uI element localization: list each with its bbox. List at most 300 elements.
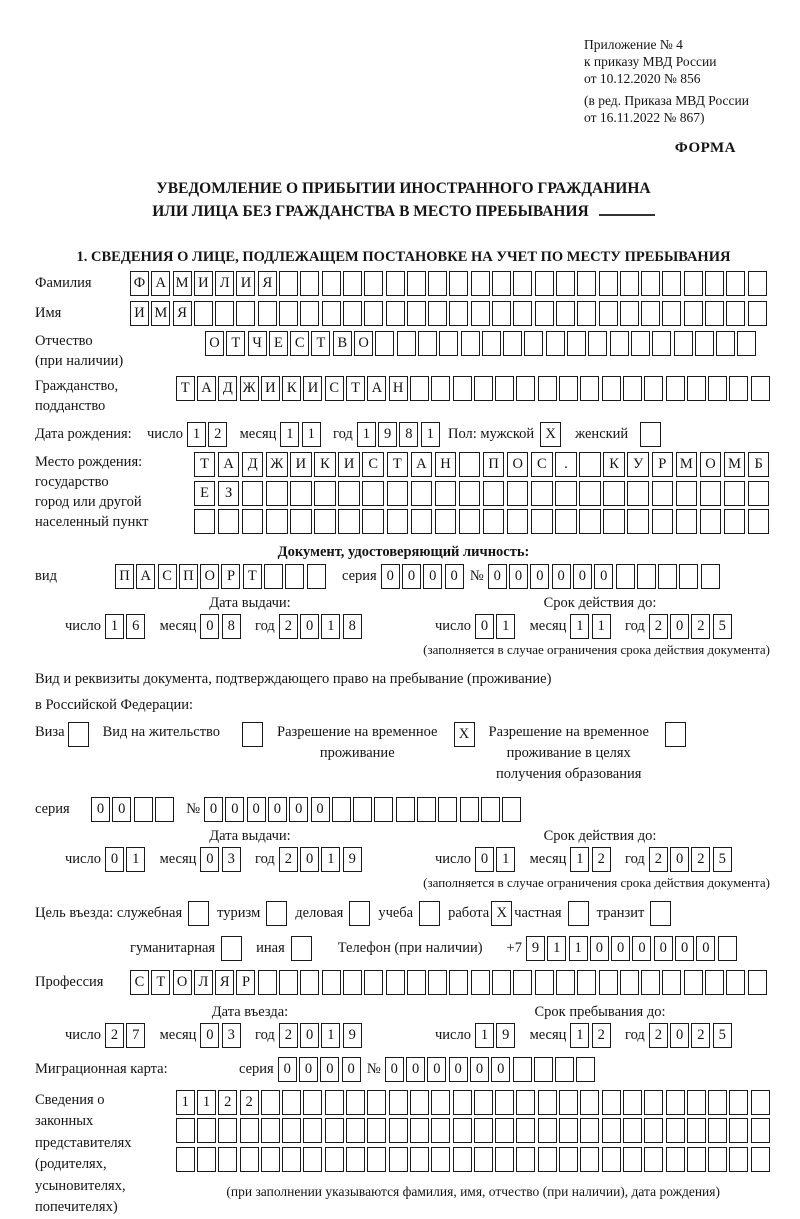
char-box[interactable] xyxy=(748,481,770,506)
char-box[interactable]: И xyxy=(130,301,149,326)
char-box[interactable] xyxy=(338,509,360,534)
char-box[interactable]: 0 xyxy=(696,936,715,961)
char-box[interactable] xyxy=(353,797,372,822)
char-box[interactable]: Ж xyxy=(266,452,288,477)
char-box[interactable] xyxy=(631,331,650,356)
char-box[interactable] xyxy=(407,970,426,995)
char-box[interactable]: Т xyxy=(311,331,330,356)
char-box[interactable] xyxy=(684,271,703,296)
char-box[interactable]: Т xyxy=(226,331,245,356)
char-box[interactable] xyxy=(577,271,596,296)
char-box[interactable]: 1 xyxy=(357,422,376,447)
char-box[interactable]: Д xyxy=(218,376,237,401)
purpose-official-checkbox[interactable] xyxy=(188,901,209,926)
char-box[interactable]: 1 xyxy=(321,614,340,639)
char-box[interactable] xyxy=(666,1118,685,1143)
char-box[interactable] xyxy=(325,1090,344,1115)
char-box[interactable]: 1 xyxy=(280,422,299,447)
char-box[interactable] xyxy=(535,970,554,995)
char-box[interactable] xyxy=(652,481,674,506)
char-box[interactable]: Н xyxy=(389,376,408,401)
char-box[interactable]: 0 xyxy=(594,564,613,589)
char-box[interactable]: Т xyxy=(151,970,170,995)
char-box[interactable]: Ф xyxy=(130,271,149,296)
char-box[interactable]: З xyxy=(218,481,240,506)
char-box[interactable] xyxy=(364,301,383,326)
char-box[interactable]: 5 xyxy=(713,614,732,639)
char-box[interactable] xyxy=(449,301,468,326)
char-box[interactable] xyxy=(481,797,500,822)
char-box[interactable]: 2 xyxy=(592,1023,611,1048)
rvp-education-checkbox[interactable] xyxy=(665,722,686,747)
char-box[interactable]: 0 xyxy=(342,1057,361,1082)
char-box[interactable]: Л xyxy=(215,271,234,296)
char-box[interactable]: 0 xyxy=(402,564,421,589)
char-box[interactable] xyxy=(516,1118,535,1143)
char-box[interactable]: 9 xyxy=(496,1023,515,1048)
char-box[interactable] xyxy=(679,564,698,589)
char-box[interactable]: П xyxy=(483,452,505,477)
char-box[interactable] xyxy=(134,797,153,822)
char-box[interactable]: 0 xyxy=(204,797,223,822)
char-box[interactable] xyxy=(453,376,472,401)
char-box[interactable] xyxy=(428,970,447,995)
char-box[interactable] xyxy=(261,1147,280,1172)
char-box[interactable] xyxy=(435,509,457,534)
char-box[interactable]: 1 xyxy=(570,847,589,872)
char-box[interactable] xyxy=(538,1090,557,1115)
char-box[interactable] xyxy=(495,376,514,401)
char-box[interactable] xyxy=(567,331,586,356)
char-box[interactable] xyxy=(279,271,298,296)
char-box[interactable] xyxy=(389,1147,408,1172)
char-box[interactable] xyxy=(282,1147,301,1172)
char-box[interactable]: 2 xyxy=(105,1023,124,1048)
char-box[interactable] xyxy=(290,481,312,506)
char-box[interactable] xyxy=(474,1090,493,1115)
char-box[interactable] xyxy=(687,1118,706,1143)
char-box[interactable] xyxy=(397,331,416,356)
char-box[interactable]: 9 xyxy=(343,1023,362,1048)
char-box[interactable] xyxy=(218,509,240,534)
char-box[interactable] xyxy=(396,797,415,822)
char-box[interactable] xyxy=(708,376,727,401)
char-box[interactable] xyxy=(332,797,351,822)
char-box[interactable] xyxy=(418,331,437,356)
char-box[interactable] xyxy=(531,509,553,534)
char-box[interactable]: А xyxy=(218,452,240,477)
char-box[interactable] xyxy=(602,1090,621,1115)
char-box[interactable]: О xyxy=(354,331,373,356)
char-box[interactable] xyxy=(303,1147,322,1172)
char-box[interactable]: К xyxy=(603,452,625,477)
char-box[interactable] xyxy=(555,481,577,506)
char-box[interactable] xyxy=(516,1147,535,1172)
char-box[interactable]: 0 xyxy=(670,614,689,639)
char-box[interactable]: Б xyxy=(748,452,770,477)
char-box[interactable]: 0 xyxy=(278,1057,297,1082)
char-box[interactable]: О xyxy=(173,970,192,995)
char-box[interactable]: Я xyxy=(215,970,234,995)
char-box[interactable] xyxy=(687,1147,706,1172)
char-box[interactable] xyxy=(367,1147,386,1172)
char-box[interactable]: 0 xyxy=(632,936,651,961)
char-box[interactable] xyxy=(495,1090,514,1115)
char-box[interactable] xyxy=(258,970,277,995)
char-box[interactable] xyxy=(459,481,481,506)
char-box[interactable] xyxy=(495,1147,514,1172)
char-box[interactable] xyxy=(602,376,621,401)
char-box[interactable] xyxy=(602,1118,621,1143)
char-box[interactable] xyxy=(724,509,746,534)
char-box[interactable] xyxy=(724,481,746,506)
char-box[interactable]: 2 xyxy=(649,1023,668,1048)
char-box[interactable] xyxy=(559,1090,578,1115)
char-box[interactable] xyxy=(471,301,490,326)
char-box[interactable] xyxy=(364,271,383,296)
char-box[interactable]: Т xyxy=(346,376,365,401)
char-box[interactable] xyxy=(705,271,724,296)
char-box[interactable] xyxy=(737,331,756,356)
char-box[interactable] xyxy=(588,331,607,356)
char-box[interactable]: Т xyxy=(194,452,216,477)
char-box[interactable]: 2 xyxy=(279,614,298,639)
char-box[interactable] xyxy=(439,331,458,356)
char-box[interactable] xyxy=(261,1090,280,1115)
char-box[interactable]: 0 xyxy=(91,797,110,822)
char-box[interactable] xyxy=(708,1118,727,1143)
char-box[interactable] xyxy=(346,1147,365,1172)
char-box[interactable]: К xyxy=(314,452,336,477)
char-box[interactable] xyxy=(387,509,409,534)
char-box[interactable]: 1 xyxy=(321,1023,340,1048)
char-box[interactable] xyxy=(627,509,649,534)
char-box[interactable] xyxy=(700,509,722,534)
char-box[interactable] xyxy=(438,797,457,822)
char-box[interactable]: 8 xyxy=(343,614,362,639)
char-box[interactable] xyxy=(407,301,426,326)
char-box[interactable] xyxy=(266,509,288,534)
char-box[interactable]: М xyxy=(173,271,192,296)
purpose-private-checkbox[interactable] xyxy=(568,901,589,926)
char-box[interactable] xyxy=(461,331,480,356)
char-box[interactable] xyxy=(410,1147,429,1172)
char-box[interactable]: 2 xyxy=(279,847,298,872)
char-box[interactable] xyxy=(577,301,596,326)
char-box[interactable] xyxy=(534,1057,553,1082)
char-box[interactable] xyxy=(666,1147,685,1172)
char-box[interactable]: А xyxy=(136,564,155,589)
char-box[interactable]: Р xyxy=(652,452,674,477)
char-box[interactable]: 9 xyxy=(343,847,362,872)
char-box[interactable]: 8 xyxy=(222,614,241,639)
char-box[interactable] xyxy=(343,271,362,296)
char-box[interactable] xyxy=(603,481,625,506)
char-box[interactable]: И xyxy=(290,452,312,477)
char-box[interactable] xyxy=(726,271,745,296)
char-box[interactable] xyxy=(197,1118,216,1143)
char-box[interactable]: 0 xyxy=(268,797,287,822)
char-box[interactable]: Д xyxy=(242,452,264,477)
char-box[interactable] xyxy=(751,1090,770,1115)
char-box[interactable]: У xyxy=(627,452,649,477)
char-box[interactable]: 1 xyxy=(187,422,206,447)
char-box[interactable]: 0 xyxy=(289,797,308,822)
char-box[interactable] xyxy=(555,1057,574,1082)
char-box[interactable] xyxy=(431,1118,450,1143)
char-box[interactable] xyxy=(492,970,511,995)
char-box[interactable] xyxy=(282,1118,301,1143)
char-box[interactable] xyxy=(674,331,693,356)
char-box[interactable]: 0 xyxy=(311,797,330,822)
char-box[interactable] xyxy=(507,481,529,506)
char-box[interactable] xyxy=(637,564,656,589)
char-box[interactable] xyxy=(197,1147,216,1172)
char-box[interactable] xyxy=(474,1147,493,1172)
char-box[interactable] xyxy=(708,1090,727,1115)
char-box[interactable] xyxy=(644,1090,663,1115)
char-box[interactable] xyxy=(676,509,698,534)
char-box[interactable]: 0 xyxy=(105,847,124,872)
char-box[interactable] xyxy=(194,301,213,326)
char-box[interactable] xyxy=(652,331,671,356)
char-box[interactable] xyxy=(242,509,264,534)
char-box[interactable] xyxy=(503,331,522,356)
char-box[interactable] xyxy=(502,797,521,822)
char-box[interactable] xyxy=(748,301,767,326)
char-box[interactable]: 0 xyxy=(552,564,571,589)
char-box[interactable] xyxy=(362,481,384,506)
char-box[interactable] xyxy=(325,1118,344,1143)
char-box[interactable]: А xyxy=(411,452,433,477)
char-box[interactable] xyxy=(411,509,433,534)
char-box[interactable]: 6 xyxy=(126,614,145,639)
char-box[interactable]: О xyxy=(200,564,219,589)
char-box[interactable]: Н xyxy=(435,452,457,477)
char-box[interactable]: 0 xyxy=(670,847,689,872)
char-box[interactable]: 1 xyxy=(421,422,440,447)
char-box[interactable]: Л xyxy=(194,970,213,995)
char-box[interactable] xyxy=(460,797,479,822)
char-box[interactable] xyxy=(428,301,447,326)
purpose-business-checkbox[interactable] xyxy=(349,901,370,926)
char-box[interactable]: С xyxy=(290,331,309,356)
char-box[interactable]: 0 xyxy=(449,1057,468,1082)
char-box[interactable]: 0 xyxy=(590,936,609,961)
char-box[interactable] xyxy=(576,1057,595,1082)
char-box[interactable] xyxy=(701,564,720,589)
char-box[interactable]: 2 xyxy=(218,1090,237,1115)
char-box[interactable] xyxy=(538,1147,557,1172)
char-box[interactable] xyxy=(374,797,393,822)
char-box[interactable] xyxy=(705,970,724,995)
char-box[interactable]: 0 xyxy=(247,797,266,822)
char-box[interactable]: 1 xyxy=(126,847,145,872)
char-box[interactable] xyxy=(266,481,288,506)
char-box[interactable]: 9 xyxy=(526,936,545,961)
char-box[interactable]: 1 xyxy=(569,936,588,961)
char-box[interactable] xyxy=(362,509,384,534)
char-box[interactable] xyxy=(240,1118,259,1143)
char-box[interactable] xyxy=(495,1118,514,1143)
char-box[interactable] xyxy=(559,376,578,401)
char-box[interactable] xyxy=(579,509,601,534)
char-box[interactable] xyxy=(623,1147,642,1172)
char-box[interactable] xyxy=(559,1118,578,1143)
char-box[interactable] xyxy=(708,1147,727,1172)
char-box[interactable]: 0 xyxy=(427,1057,446,1082)
char-box[interactable] xyxy=(641,970,660,995)
char-box[interactable] xyxy=(386,970,405,995)
char-box[interactable] xyxy=(389,1118,408,1143)
char-box[interactable]: С xyxy=(531,452,553,477)
char-box[interactable] xyxy=(513,1057,532,1082)
char-box[interactable]: 2 xyxy=(691,847,710,872)
purpose-transit-checkbox[interactable] xyxy=(650,901,671,926)
char-box[interactable]: С xyxy=(362,452,384,477)
char-box[interactable] xyxy=(483,481,505,506)
char-box[interactable] xyxy=(580,1090,599,1115)
char-box[interactable] xyxy=(364,970,383,995)
char-box[interactable] xyxy=(644,1118,663,1143)
char-box[interactable] xyxy=(513,271,532,296)
char-box[interactable] xyxy=(431,376,450,401)
char-box[interactable]: 0 xyxy=(475,847,494,872)
residence-checkbox[interactable] xyxy=(242,722,263,747)
char-box[interactable] xyxy=(431,1147,450,1172)
char-box[interactable] xyxy=(218,1118,237,1143)
char-box[interactable]: 0 xyxy=(445,564,464,589)
char-box[interactable] xyxy=(300,970,319,995)
char-box[interactable]: 0 xyxy=(406,1057,425,1082)
char-box[interactable] xyxy=(386,301,405,326)
char-box[interactable] xyxy=(726,970,745,995)
char-box[interactable] xyxy=(620,271,639,296)
char-box[interactable] xyxy=(716,331,735,356)
char-box[interactable]: Т xyxy=(387,452,409,477)
char-box[interactable]: 0 xyxy=(200,847,219,872)
sex-female-checkbox[interactable] xyxy=(640,422,661,447)
char-box[interactable] xyxy=(556,271,575,296)
char-box[interactable] xyxy=(666,1090,685,1115)
char-box[interactable]: 0 xyxy=(509,564,528,589)
char-box[interactable]: 0 xyxy=(654,936,673,961)
char-box[interactable] xyxy=(513,301,532,326)
char-box[interactable]: К xyxy=(282,376,301,401)
char-box[interactable] xyxy=(258,301,277,326)
char-box[interactable]: Я xyxy=(173,301,192,326)
char-box[interactable]: 0 xyxy=(573,564,592,589)
char-box[interactable]: . xyxy=(555,452,577,477)
char-box[interactable] xyxy=(236,301,255,326)
char-box[interactable] xyxy=(386,271,405,296)
char-box[interactable]: 0 xyxy=(423,564,442,589)
rvp-checkbox[interactable]: X xyxy=(454,722,475,747)
char-box[interactable] xyxy=(751,376,770,401)
char-box[interactable] xyxy=(242,481,264,506)
char-box[interactable]: И xyxy=(194,271,213,296)
char-box[interactable]: А xyxy=(151,271,170,296)
char-box[interactable] xyxy=(531,481,553,506)
purpose-study-checkbox[interactable] xyxy=(419,901,440,926)
char-box[interactable] xyxy=(218,1147,237,1172)
char-box[interactable]: 1 xyxy=(197,1090,216,1115)
char-box[interactable] xyxy=(546,331,565,356)
char-box[interactable] xyxy=(410,1090,429,1115)
char-box[interactable]: 3 xyxy=(222,847,241,872)
char-box[interactable] xyxy=(623,1090,642,1115)
char-box[interactable] xyxy=(435,481,457,506)
char-box[interactable] xyxy=(535,271,554,296)
char-box[interactable]: 0 xyxy=(491,1057,510,1082)
char-box[interactable]: 1 xyxy=(570,614,589,639)
char-box[interactable] xyxy=(428,271,447,296)
char-box[interactable] xyxy=(410,1118,429,1143)
char-box[interactable] xyxy=(343,301,362,326)
char-box[interactable] xyxy=(492,271,511,296)
char-box[interactable]: 2 xyxy=(208,422,227,447)
char-box[interactable] xyxy=(644,1147,663,1172)
char-box[interactable] xyxy=(610,331,629,356)
char-box[interactable] xyxy=(322,301,341,326)
char-box[interactable]: О xyxy=(205,331,224,356)
char-box[interactable]: 0 xyxy=(200,1023,219,1048)
char-box[interactable] xyxy=(194,509,216,534)
char-box[interactable] xyxy=(620,301,639,326)
char-box[interactable] xyxy=(602,1147,621,1172)
char-box[interactable] xyxy=(695,331,714,356)
char-box[interactable] xyxy=(729,1090,748,1115)
char-box[interactable] xyxy=(285,564,304,589)
char-box[interactable]: Р xyxy=(236,970,255,995)
char-box[interactable] xyxy=(748,970,767,995)
char-box[interactable] xyxy=(375,331,394,356)
char-box[interactable]: 1 xyxy=(496,614,515,639)
char-box[interactable]: С xyxy=(130,970,149,995)
char-box[interactable] xyxy=(620,970,639,995)
char-box[interactable] xyxy=(579,452,601,477)
char-box[interactable] xyxy=(556,301,575,326)
char-box[interactable]: Е xyxy=(269,331,288,356)
char-box[interactable] xyxy=(300,301,319,326)
char-box[interactable] xyxy=(303,1118,322,1143)
char-box[interactable] xyxy=(387,481,409,506)
char-box[interactable] xyxy=(751,1147,770,1172)
char-box[interactable]: 5 xyxy=(713,847,732,872)
char-box[interactable]: 2 xyxy=(592,847,611,872)
char-box[interactable]: Ч xyxy=(248,331,267,356)
char-box[interactable]: С xyxy=(325,376,344,401)
char-box[interactable] xyxy=(314,509,336,534)
char-box[interactable] xyxy=(652,509,674,534)
char-box[interactable] xyxy=(407,271,426,296)
char-box[interactable] xyxy=(524,331,543,356)
char-box[interactable] xyxy=(751,1118,770,1143)
char-box[interactable]: И xyxy=(236,271,255,296)
char-box[interactable]: А xyxy=(197,376,216,401)
char-box[interactable]: 8 xyxy=(399,422,418,447)
char-box[interactable]: 0 xyxy=(300,614,319,639)
char-box[interactable]: 0 xyxy=(611,936,630,961)
char-box[interactable] xyxy=(599,970,618,995)
char-box[interactable] xyxy=(482,331,501,356)
char-box[interactable] xyxy=(474,376,493,401)
char-box[interactable] xyxy=(662,271,681,296)
char-box[interactable] xyxy=(599,301,618,326)
char-box[interactable] xyxy=(314,481,336,506)
char-box[interactable]: 0 xyxy=(488,564,507,589)
char-box[interactable] xyxy=(748,271,767,296)
